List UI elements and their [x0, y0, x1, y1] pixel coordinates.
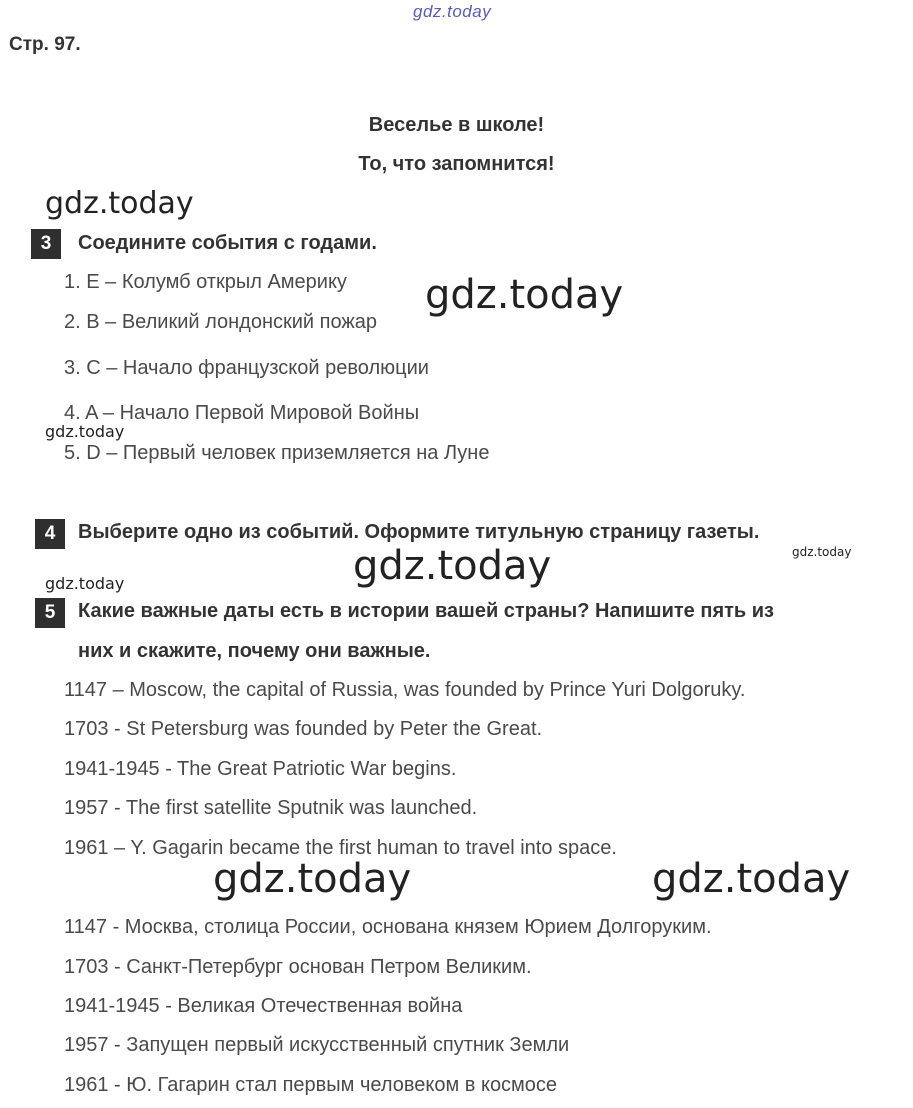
watermark: gdz.today	[45, 574, 125, 593]
watermark: gdz.today	[353, 543, 552, 589]
list-item: 5. D – Первый человек приземляется на Луне	[64, 442, 490, 464]
exercise-number-badge: 5	[35, 598, 65, 628]
exercise-task: Выберите одно из событий. Оформите титульную страницу газеты.	[78, 521, 760, 543]
list-item: 1961 – Y. Gagarin became the first human to travel into space.	[64, 837, 617, 859]
watermark: gdz.today	[45, 422, 125, 441]
watermark: gdz.today	[45, 186, 194, 221]
exercise-task: Соедините события с годами.	[78, 232, 377, 254]
list-item: 1147 – Moscow, the capital of Russia, was founded by Prince Yuri Dolgoruky.	[64, 679, 746, 701]
list-item: 2. B – Великий лондонский пожар	[64, 311, 378, 333]
list-item: 1703 - Санкт-Петербург основан Петром Великим.	[64, 956, 532, 978]
list-item: 3. C – Начало французской революции	[64, 357, 429, 379]
list-item: 1703 - St Petersburg was founded by Peter the Great.	[64, 718, 543, 740]
list-item: 1147 - Москва, столица России, основана князем Юрием Долгоруким.	[64, 916, 712, 938]
list-item: 1957 - Запущен первый искусственный спутник Земли	[64, 1034, 570, 1056]
watermark: gdz.today	[652, 856, 851, 902]
list-item: 1961 - Ю. Гагарин стал первым человеком в космосе	[64, 1074, 558, 1096]
exercise-task: Какие важные даты есть в истории вашей страны? Напишите пять из	[78, 600, 774, 622]
list-item: 1941-1945 - Великая Отечественная война	[64, 995, 463, 1017]
exercise-number-badge: 3	[31, 229, 61, 259]
watermark-top: gdz.today	[413, 2, 492, 21]
watermark: gdz.today	[213, 856, 412, 902]
list-item: 1941-1945 - The Great Patriotic War begins.	[64, 758, 457, 780]
list-item: 1957 - The first satellite Sputnik was launched.	[64, 797, 478, 819]
exercise-task-continued: них и скажите, почему они важные.	[78, 640, 431, 662]
heading-subtitle: То, что запомнится!	[358, 153, 555, 175]
page-number: Стр. 97.	[9, 34, 81, 55]
exercise-number-badge: 4	[35, 519, 65, 549]
watermark: gdz.today	[425, 272, 624, 318]
watermark: gdz.today	[792, 545, 852, 559]
list-item: 1. E – Колумб открыл Америку	[64, 271, 347, 293]
list-item: 4. A – Начало Первой Мировой Войны	[64, 402, 420, 424]
heading-title: Веселье в школе!	[368, 114, 545, 136]
